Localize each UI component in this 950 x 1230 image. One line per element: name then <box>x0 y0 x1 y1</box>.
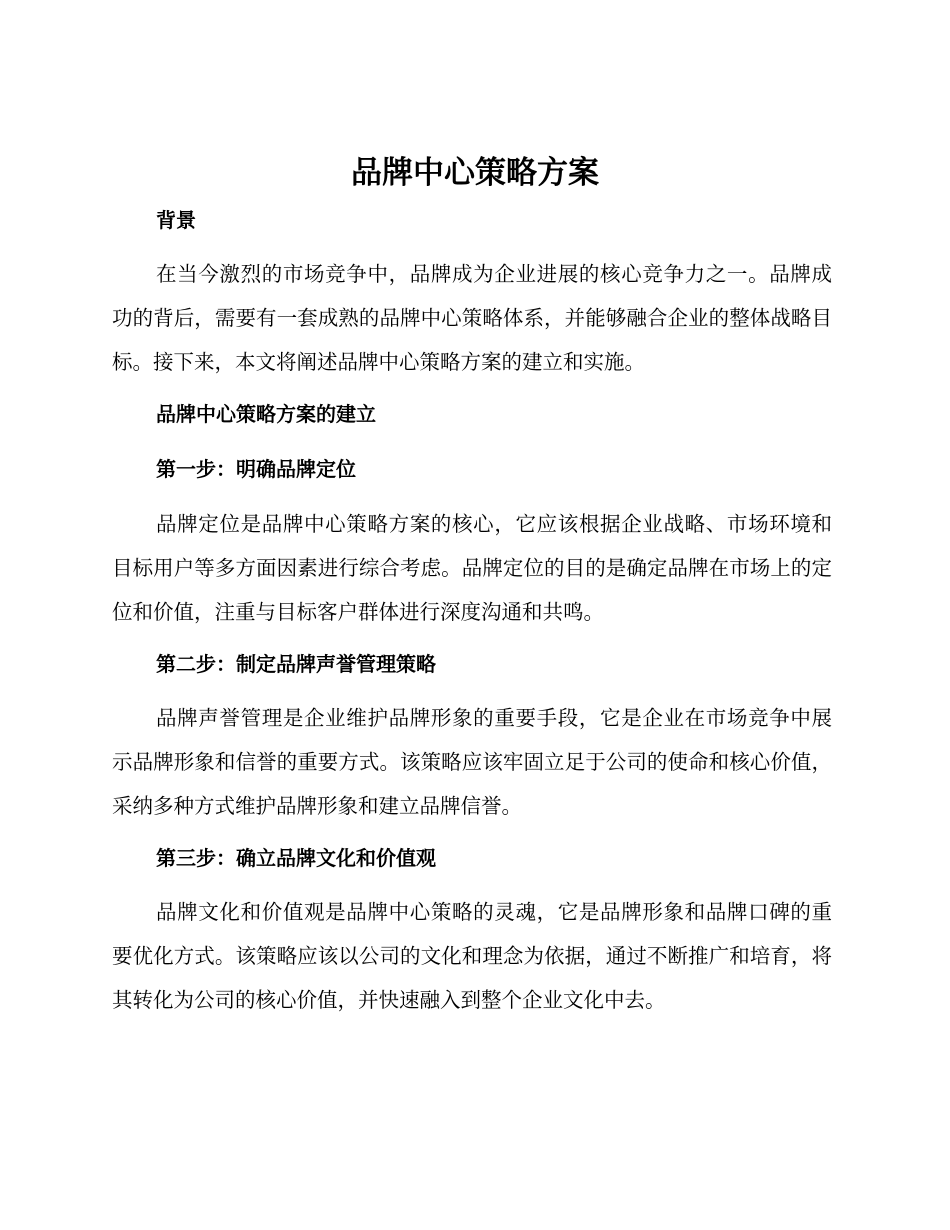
section-heading-step-one: 第一步：明确品牌定位 <box>156 457 356 481</box>
paragraph-step-two: 品牌声誉管理是企业维护品牌形象的重要手段，它是企业在市场竞争中展示品牌形象和信誉的重要方式。该策略应该牢固立足于公司的使命和核心价值，采纳多种方式维护品牌形象和建立品牌信誉。 <box>112 706 832 818</box>
paragraph-step-three: 品牌文化和价值观是品牌中心策略的灵魂，它是品牌形象和品牌口碑的重要优化方式。该策略应该以公司的文化和理念为依据，通过不断推广和培育，将其转化为公司的核心价值，并快速融入到整个企业文化中去。 <box>112 900 832 1012</box>
section-heading-background: 背景 <box>156 208 196 232</box>
section-heading-step-two: 第二步：制定品牌声誉管理策略 <box>156 652 436 676</box>
section-heading-strategy-setup: 品牌中心策略方案的建立 <box>156 402 376 426</box>
document-title: 品牌中心策略方案 <box>351 155 599 191</box>
paragraph-step-one: 品牌定位是品牌中心策略方案的核心，它应该根据企业战略、市场环境和目标用户等多方面因素进行综合考虑。品牌定位的目的是确定品牌在市场上的定位和价值，注重与目标客户群体进行深度沟通和共鸣。 <box>112 512 832 624</box>
paragraph-background: 在当今激烈的市场竞争中，品牌成为企业进展的核心竞争力之一。品牌成功的背后，需要有一套成熟的品牌中心策略体系，并能够融合企业的整体战略目标。接下来，本文将阐述品牌中心策略方案的建立和实施。 <box>112 262 832 374</box>
section-heading-step-three: 第三步：确立品牌文化和价值观 <box>156 846 436 870</box>
